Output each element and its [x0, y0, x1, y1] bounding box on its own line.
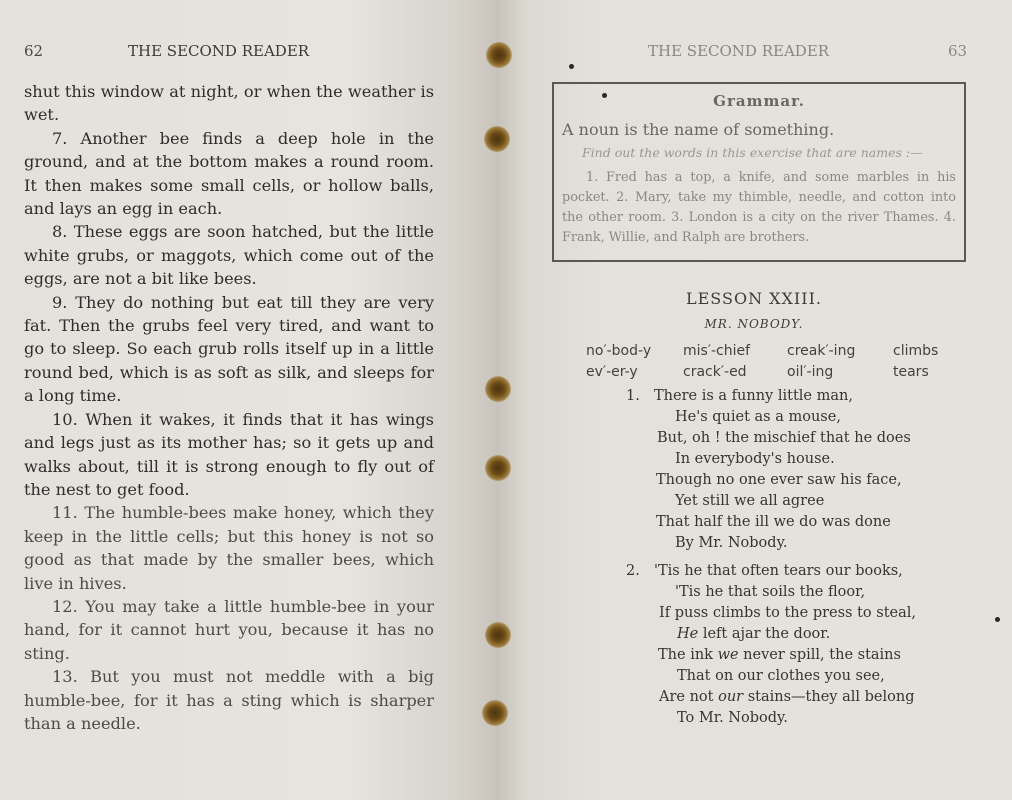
ink-speck	[602, 93, 607, 98]
poem-line: That on our clothes you see,	[677, 668, 885, 684]
paragraph: 9. They do nothing but eat till they are very fat. Then the grubs feel very tired, and want to go to sleep. So each grub rolls itself up in a little round bed, which is as soft as silk, and sleeps for a long time.	[24, 292, 434, 406]
poem-line	[659, 689, 914, 705]
ink-speck	[995, 617, 1000, 622]
stanza-number: 1.	[626, 388, 640, 404]
poem-line: Though no one ever saw his face,	[656, 472, 902, 488]
poem-line-part: stains—they all belong	[743, 689, 915, 705]
poem-line: He's quiet as a mouse,	[675, 409, 841, 425]
ink-speck	[569, 64, 574, 69]
binding-hole	[485, 376, 511, 402]
grammar-title: Grammar.	[713, 92, 805, 110]
emphasis: our	[718, 689, 744, 705]
binding-hole	[486, 42, 512, 68]
page-number-left: 62	[24, 42, 44, 60]
left-page	[0, 0, 496, 800]
running-title-right: THE SECOND READER	[648, 42, 830, 60]
paragraph: 11. The humble-bees make honey, which they keep in the little cells; but this honey is not so good as that made by the smaller bees, which live in hives.	[24, 503, 434, 593]
page-number-right: 63	[948, 42, 968, 60]
poem-line: By Mr. Nobody.	[675, 535, 788, 551]
running-title-left: THE SECOND READER	[128, 42, 310, 60]
poem-line	[658, 647, 901, 663]
vocab-word: ev′-er-y	[586, 364, 638, 380]
poem-line: Yet still we all agree	[675, 493, 825, 509]
binding-hole	[482, 700, 508, 726]
emphasis: we	[717, 647, 739, 663]
vocab-word: no′-bod-y	[586, 343, 652, 359]
vocab-word: crack′-ed	[683, 364, 747, 380]
lesson-subtitle: MR. NOBODY.	[704, 317, 804, 331]
poem-line-part: The ink	[658, 647, 718, 663]
grammar-box	[552, 82, 966, 262]
poem-line-part: Are not	[659, 689, 719, 705]
grammar-instruction: Find out the words in this exercise that are names :—	[582, 145, 923, 160]
poem-line: That half the ill we do was done	[656, 514, 891, 530]
binding-hole	[484, 126, 510, 152]
paragraph: 8. These eggs are soon hatched, but the little white grubs, or maggots, which come out of the eggs, are not a bit like bees.	[24, 222, 434, 289]
grammar-definition: A noun is the name of something.	[562, 120, 835, 139]
paragraph: 10. When it wakes, it finds that it has wings and legs just as its mother has; so it gets up and walks about, till it is strong enough to fly out of the nest to get food.	[24, 409, 434, 499]
paragraph: 7. Another bee finds a deep hole in the ground, and at the bottom makes a round room. It then makes some small cells, or hollow balls, and lays an egg in each.	[24, 128, 434, 219]
poem-line: To Mr. Nobody.	[677, 710, 788, 726]
poem-line: 'Tis he that soils the floor,	[675, 584, 866, 600]
vocab-word: mis′-chief	[683, 343, 751, 359]
poem-line	[677, 626, 830, 642]
emphasis: He	[677, 626, 699, 642]
poem-line: In everybody's house.	[675, 451, 835, 467]
poem-line-part: never spill, the stains	[738, 647, 901, 663]
vocab-word: oil′-ing	[787, 364, 834, 380]
grammar-exercise: 1. Fred has a top, a knife, and some marbles in his pocket. 2. Mary, take my thimble, needle, and cotton into the other room. 3. London is a city on the river Thames. 4. Frank, Willie, and Ralph are brothers.	[562, 170, 956, 245]
poem-line: There is a funny little man,	[654, 388, 853, 404]
paragraph: 13. But you must not meddle with a big humble-bee, for it has a sting which is sharper than a needle.	[24, 667, 434, 733]
paragraph: 12. You may take a little humble-bee in your hand, for it cannot hurt you, because it has no sting.	[24, 596, 434, 663]
poem-line-rest: left ajar the door.	[698, 626, 831, 642]
left-body-text	[24, 80, 434, 735]
binding-hole	[485, 455, 511, 481]
lesson-title: LESSON XXIII.	[686, 289, 822, 308]
vocab-word: creak′-ing	[787, 343, 856, 359]
right-page	[496, 0, 1012, 800]
paragraph: shut this window at night, or when the weather is wet.	[24, 82, 434, 125]
vocab-word: tears	[893, 364, 929, 380]
stanza-number: 2.	[626, 563, 640, 579]
vocab-word: climbs	[893, 343, 939, 359]
binding-hole	[485, 622, 511, 648]
poem-line: 'Tis he that often tears our books,	[654, 563, 903, 579]
poem-line: But, oh ! the mischief that he does	[657, 430, 911, 446]
poem-line: If puss climbs to the press to steal,	[659, 605, 917, 621]
